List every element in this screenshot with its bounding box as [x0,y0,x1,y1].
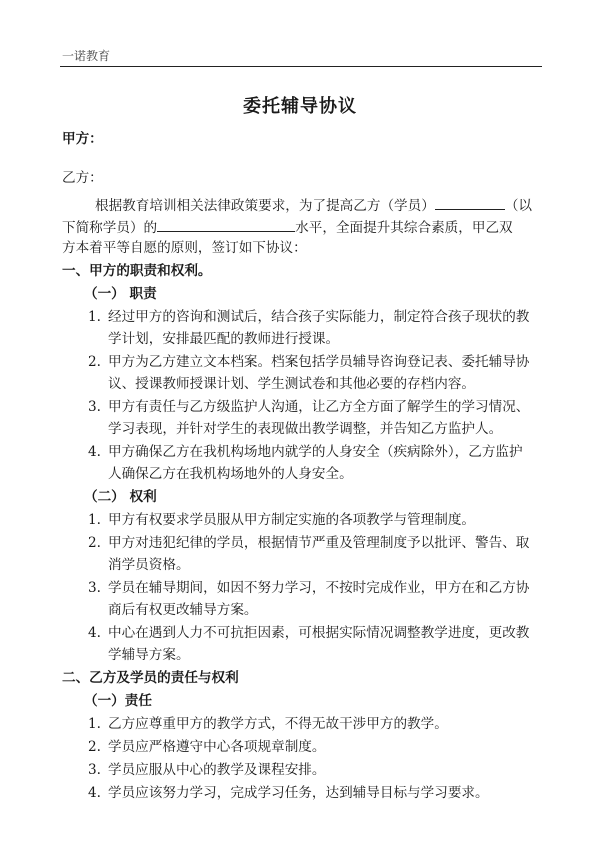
subsection-heading: （一）责任 [84,693,152,709]
item-number: 4. [88,444,101,460]
header-divider [60,66,542,67]
clause-text: 甲方有责任与乙方级监护人沟通，让乙方全方面了解学生的学习情况、 [108,399,530,415]
intro-line-2 [62,218,513,236]
party-a-label: 甲方： [62,131,103,147]
clause-text: 中心在遇到人力不可抗拒因素，可根据实际情况调整教学进度，更改教 [108,625,530,641]
subject-level-blank [157,218,295,232]
item-number: 1. [88,716,101,732]
clause-text: 学习表现，并针对学生的表现做出教学调整，并告知乙方监护人。 [108,421,503,437]
intro-text: （以 [504,198,533,214]
item-number: 4. [88,625,101,641]
intro-text: 下简称学员）的 [62,220,158,236]
student-name-blank [435,196,505,210]
clause-text: 学员在辅导期间，如因不努力学习，不按时完成作业，甲方在和乙方协 [108,580,530,596]
intro-text: 水平，全面提升其综合素质，甲乙双 [295,220,513,236]
item-number: 2. [88,354,101,370]
section-heading: 一、甲方的职责和权利。 [62,263,212,279]
clause-text: 甲方有权要求学员服从甲方制定实施的各项教学与管理制度。 [108,512,476,528]
clause-text: 学辅导方案。 [108,647,190,663]
section-heading: 二、乙方及学员的责任与权利 [62,670,239,686]
clause-text: 议、授课教师授课计划、学生测试卷和其他必要的存档内容。 [108,376,476,392]
clause-text: 商后有权更改辅导方案。 [108,602,258,618]
clause-text: 学员应服从中心的教学及课程安排。 [108,762,326,778]
intro-text: 根据教育培训相关法律政策要求，为了提高乙方（学员） [95,198,435,214]
clause-text: 学员应严格遵守中心各项规章制度。 [108,739,326,755]
subsection-heading: （二） 权利 [84,489,157,505]
item-number: 3. [88,399,101,415]
subsection-heading: （一） 职责 [84,286,157,302]
item-number: 3. [88,762,101,778]
item-number: 3. [88,580,101,596]
clause-text: 学员应该努力学习，完成学习任务，达到辅导目标与学习要求。 [108,785,489,801]
item-number: 4. [88,785,101,801]
intro-line-3: 方本着平等自愿的原则，签订如下协议： [62,240,307,256]
header-org-name: 一诺教育 [62,49,111,63]
clause-text: 甲方为乙方建立文本档案。档案包括学员辅导咨询登记表、委托辅导协 [108,354,530,370]
clause-text: 学计划，安排最匹配的教师进行授课。 [108,331,340,347]
clause-text: 消学员资格。 [108,557,190,573]
clause-text: 乙方应尊重甲方的教学方式，不得无故干涉甲方的教学。 [108,716,448,732]
party-b-label: 乙方： [62,170,103,186]
clause-text: 人确保乙方在我机构场地外的人身安全。 [108,466,353,482]
intro-line-1 [95,196,532,214]
clause-text: 甲方确保乙方在我机构场地内就学的人身安全（疾病除外），乙方监护 [108,444,523,460]
item-number: 2. [88,739,101,755]
document-title: 委托辅导协议 [243,96,357,117]
clause-text: 经过甲方的咨询和测试后，结合孩子实际能力，制定符合孩子现状的教 [108,309,530,325]
clause-text: 甲方对违犯纪律的学员，根据情节严重及管理制度予以批评、警告、取 [108,535,530,551]
item-number: 1. [88,309,101,325]
item-number: 1. [88,512,101,528]
item-number: 2. [88,535,101,551]
